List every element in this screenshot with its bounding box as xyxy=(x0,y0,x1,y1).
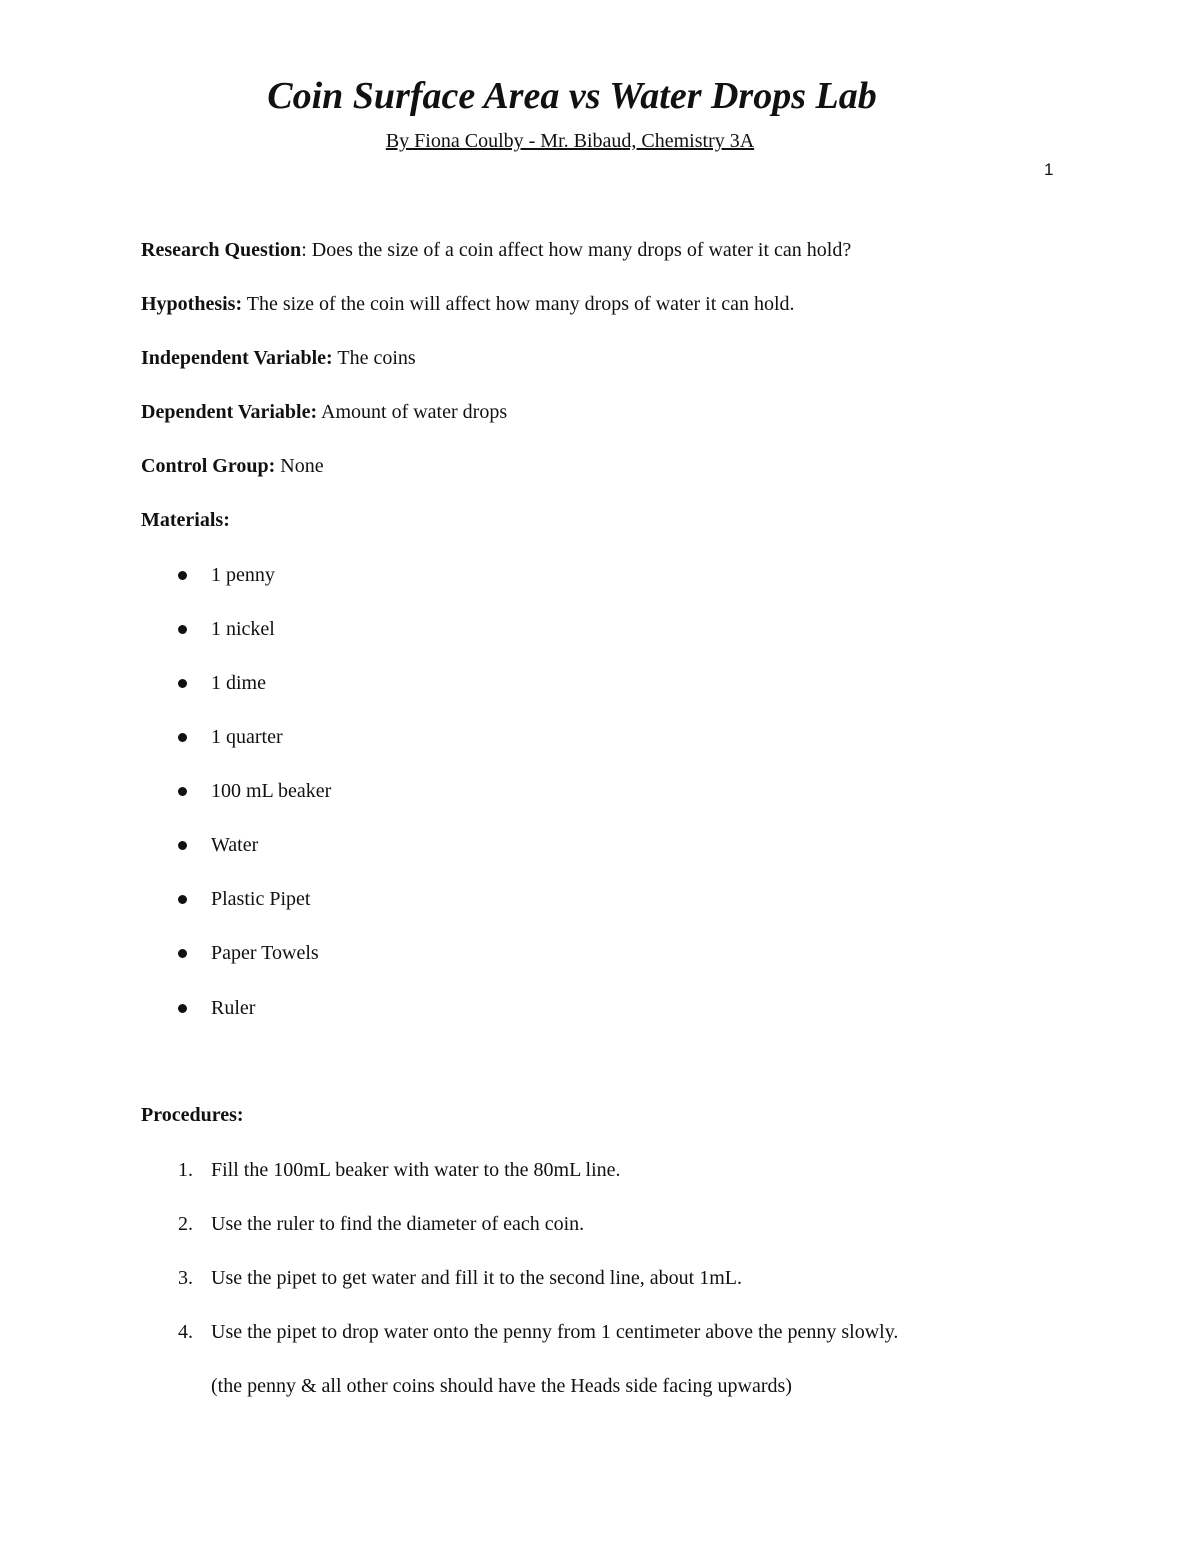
procedures-heading-label: Procedures: xyxy=(141,1104,244,1126)
control-group-label: Control Group: xyxy=(141,455,276,477)
material-item-text: Water xyxy=(211,834,259,856)
control-group-row xyxy=(141,452,324,480)
bullet-icon xyxy=(178,895,187,904)
control-group-value: None xyxy=(275,455,324,477)
document-byline: By Fiona Coulby - Mr. Bibaud, Chemistry 3A xyxy=(385,130,755,152)
hypothesis-label: Hypothesis: xyxy=(141,293,243,315)
material-item-text: 1 penny xyxy=(211,564,275,586)
hypothesis-row xyxy=(141,290,795,318)
research-question-row xyxy=(141,236,851,264)
independent-variable-row xyxy=(141,344,416,372)
bullet-icon xyxy=(178,679,187,688)
bullet-icon xyxy=(178,949,187,958)
procedures-heading xyxy=(141,1101,244,1129)
document-title: Coin Surface Area vs Water Drops Lab xyxy=(267,75,877,117)
dependent-variable-label: Dependent Variable: xyxy=(141,401,318,423)
materials-heading xyxy=(141,506,230,534)
material-item-text: 1 dime xyxy=(211,672,266,694)
materials-heading-label: Materials: xyxy=(141,509,230,531)
material-item-text: Plastic Pipet xyxy=(211,888,311,910)
material-item-text: 1 nickel xyxy=(211,618,275,640)
material-item-text: 100 mL beaker xyxy=(211,780,332,802)
material-item-text: Ruler xyxy=(211,997,256,1019)
research-question-value: Does the size of a coin affect how many drops of water it can hold? xyxy=(311,239,852,261)
step-number: 3. xyxy=(178,1267,193,1289)
bullet-icon xyxy=(178,625,187,634)
step-text: Use the ruler to find the diameter of each coin. xyxy=(211,1213,585,1235)
step-number: 4. xyxy=(178,1321,193,1343)
step-continuation-text: (the penny & all other coins should have the Heads side facing upwards) xyxy=(211,1375,792,1397)
bullet-icon xyxy=(178,841,187,850)
step-number: 1. xyxy=(178,1159,193,1181)
dependent-variable-row xyxy=(141,398,507,426)
step-text: Use the pipet to drop water onto the penny from 1 centimeter above the penny slowly. xyxy=(211,1321,899,1343)
bullet-icon xyxy=(178,787,187,796)
independent-variable-label: Independent Variable: xyxy=(141,347,333,369)
page-number: 1 xyxy=(1044,160,1054,179)
research-question-separator: : xyxy=(301,239,312,261)
research-question-label: Research Question xyxy=(141,239,302,261)
bullet-icon xyxy=(178,571,187,580)
independent-variable-value: The coins xyxy=(332,347,416,369)
dependent-variable-value: Amount of water drops xyxy=(317,401,508,423)
step-text: Fill the 100mL beaker with water to the 80mL line. xyxy=(211,1159,621,1181)
hypothesis-value: The size of the coin will affect how many drops of water it can hold. xyxy=(242,293,795,315)
step-number: 2. xyxy=(178,1213,193,1235)
step-text: Use the pipet to get water and fill it to the second line, about 1mL. xyxy=(211,1267,742,1289)
bullet-icon xyxy=(178,733,187,742)
bullet-icon xyxy=(178,1004,187,1013)
material-item-text: Paper Towels xyxy=(211,942,319,964)
material-item-text: 1 quarter xyxy=(211,726,283,748)
